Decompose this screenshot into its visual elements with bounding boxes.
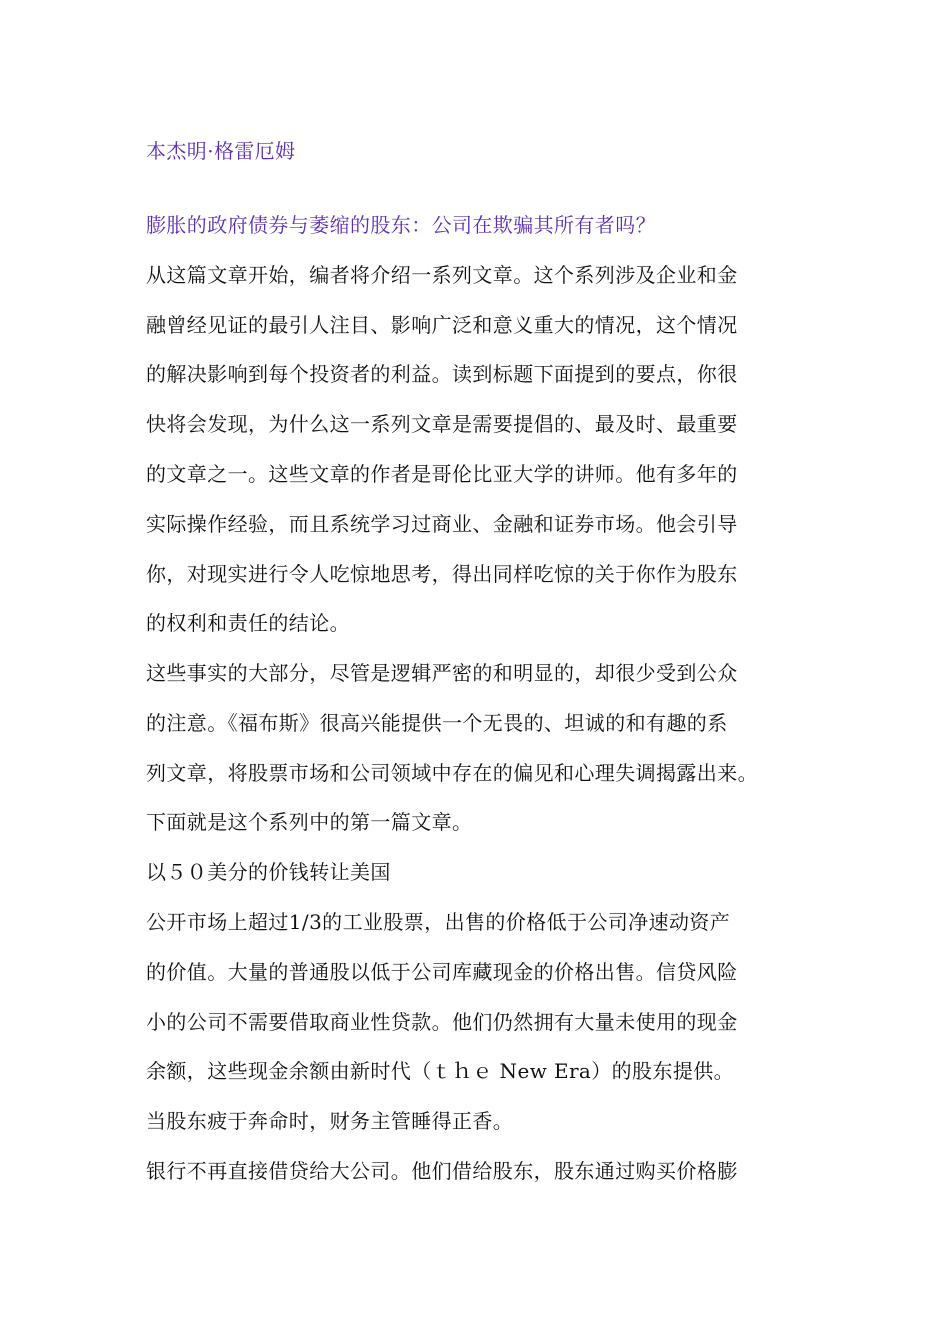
body-line: 的注意。《福布斯》很高兴能提供一个无畏的、坦诚的和有趣的系 <box>146 711 728 735</box>
body-line: 公开市场上超过1/3的工业股票，出售的价格低于公司净速动资产 <box>146 910 731 934</box>
body-line: 银行不再直接借贷给大公司。他们借给股东，股东通过购买价格膨 <box>146 1159 738 1183</box>
body-line: 从这篇文章开始，编者将介绍一系列文章。这个系列涉及企业和金 <box>146 263 738 287</box>
body-line: 余额，这些现金余额由新时代（ｔｈｅ New Era）的股东提供。 <box>146 1059 735 1083</box>
body-line: 下面就是这个系列中的第一篇文章。 <box>146 810 473 834</box>
body-line: 小的公司不需要借取商业性贷款。他们仍然拥有大量未使用的现金 <box>146 1010 738 1034</box>
body-line: 的权利和责任的结论。 <box>146 611 350 635</box>
body-line: 这些事实的大部分，尽管是逻辑严密的和明显的，却很少受到公众 <box>146 661 738 685</box>
body-line: 的解决影响到每个投资者的利益。读到标题下面提到的要点，你很 <box>146 362 738 386</box>
body-line: 列文章，将股票市场和公司领域中存在的偏见和心理失调揭露出来。 <box>146 761 758 785</box>
section-heading: 以５０美分的价钱转让美国 <box>146 860 391 884</box>
body-line: 的价值。大量的普通股以低于公司库藏现金的价格出售。信贷风险 <box>146 960 738 984</box>
body-line: 实际操作经验，而且系统学习过商业、金融和证券市场。他会引导 <box>146 512 738 536</box>
body-line: 当股东疲于奔命时，财务主管睡得正香。 <box>146 1109 514 1133</box>
body-line: 的文章之一。这些文章的作者是哥伦比亚大学的讲师。他有多年的 <box>146 462 738 486</box>
body-line: 融曾经见证的最引人注目、影响广泛和意义重大的情况，这个情况 <box>146 313 738 337</box>
body-line: 快将会发现，为什么这一系列文章是需要提倡的、最及时、最重要 <box>146 412 738 436</box>
author-name: 本杰明·格雷厄姆 <box>146 139 296 163</box>
article-title: 膨胀的政府债券与萎缩的股东：公司在欺骗其所有者吗？ <box>146 213 656 237</box>
body-line: 你，对现实进行令人吃惊地思考，得出同样吃惊的关于你作为股东 <box>146 562 738 586</box>
